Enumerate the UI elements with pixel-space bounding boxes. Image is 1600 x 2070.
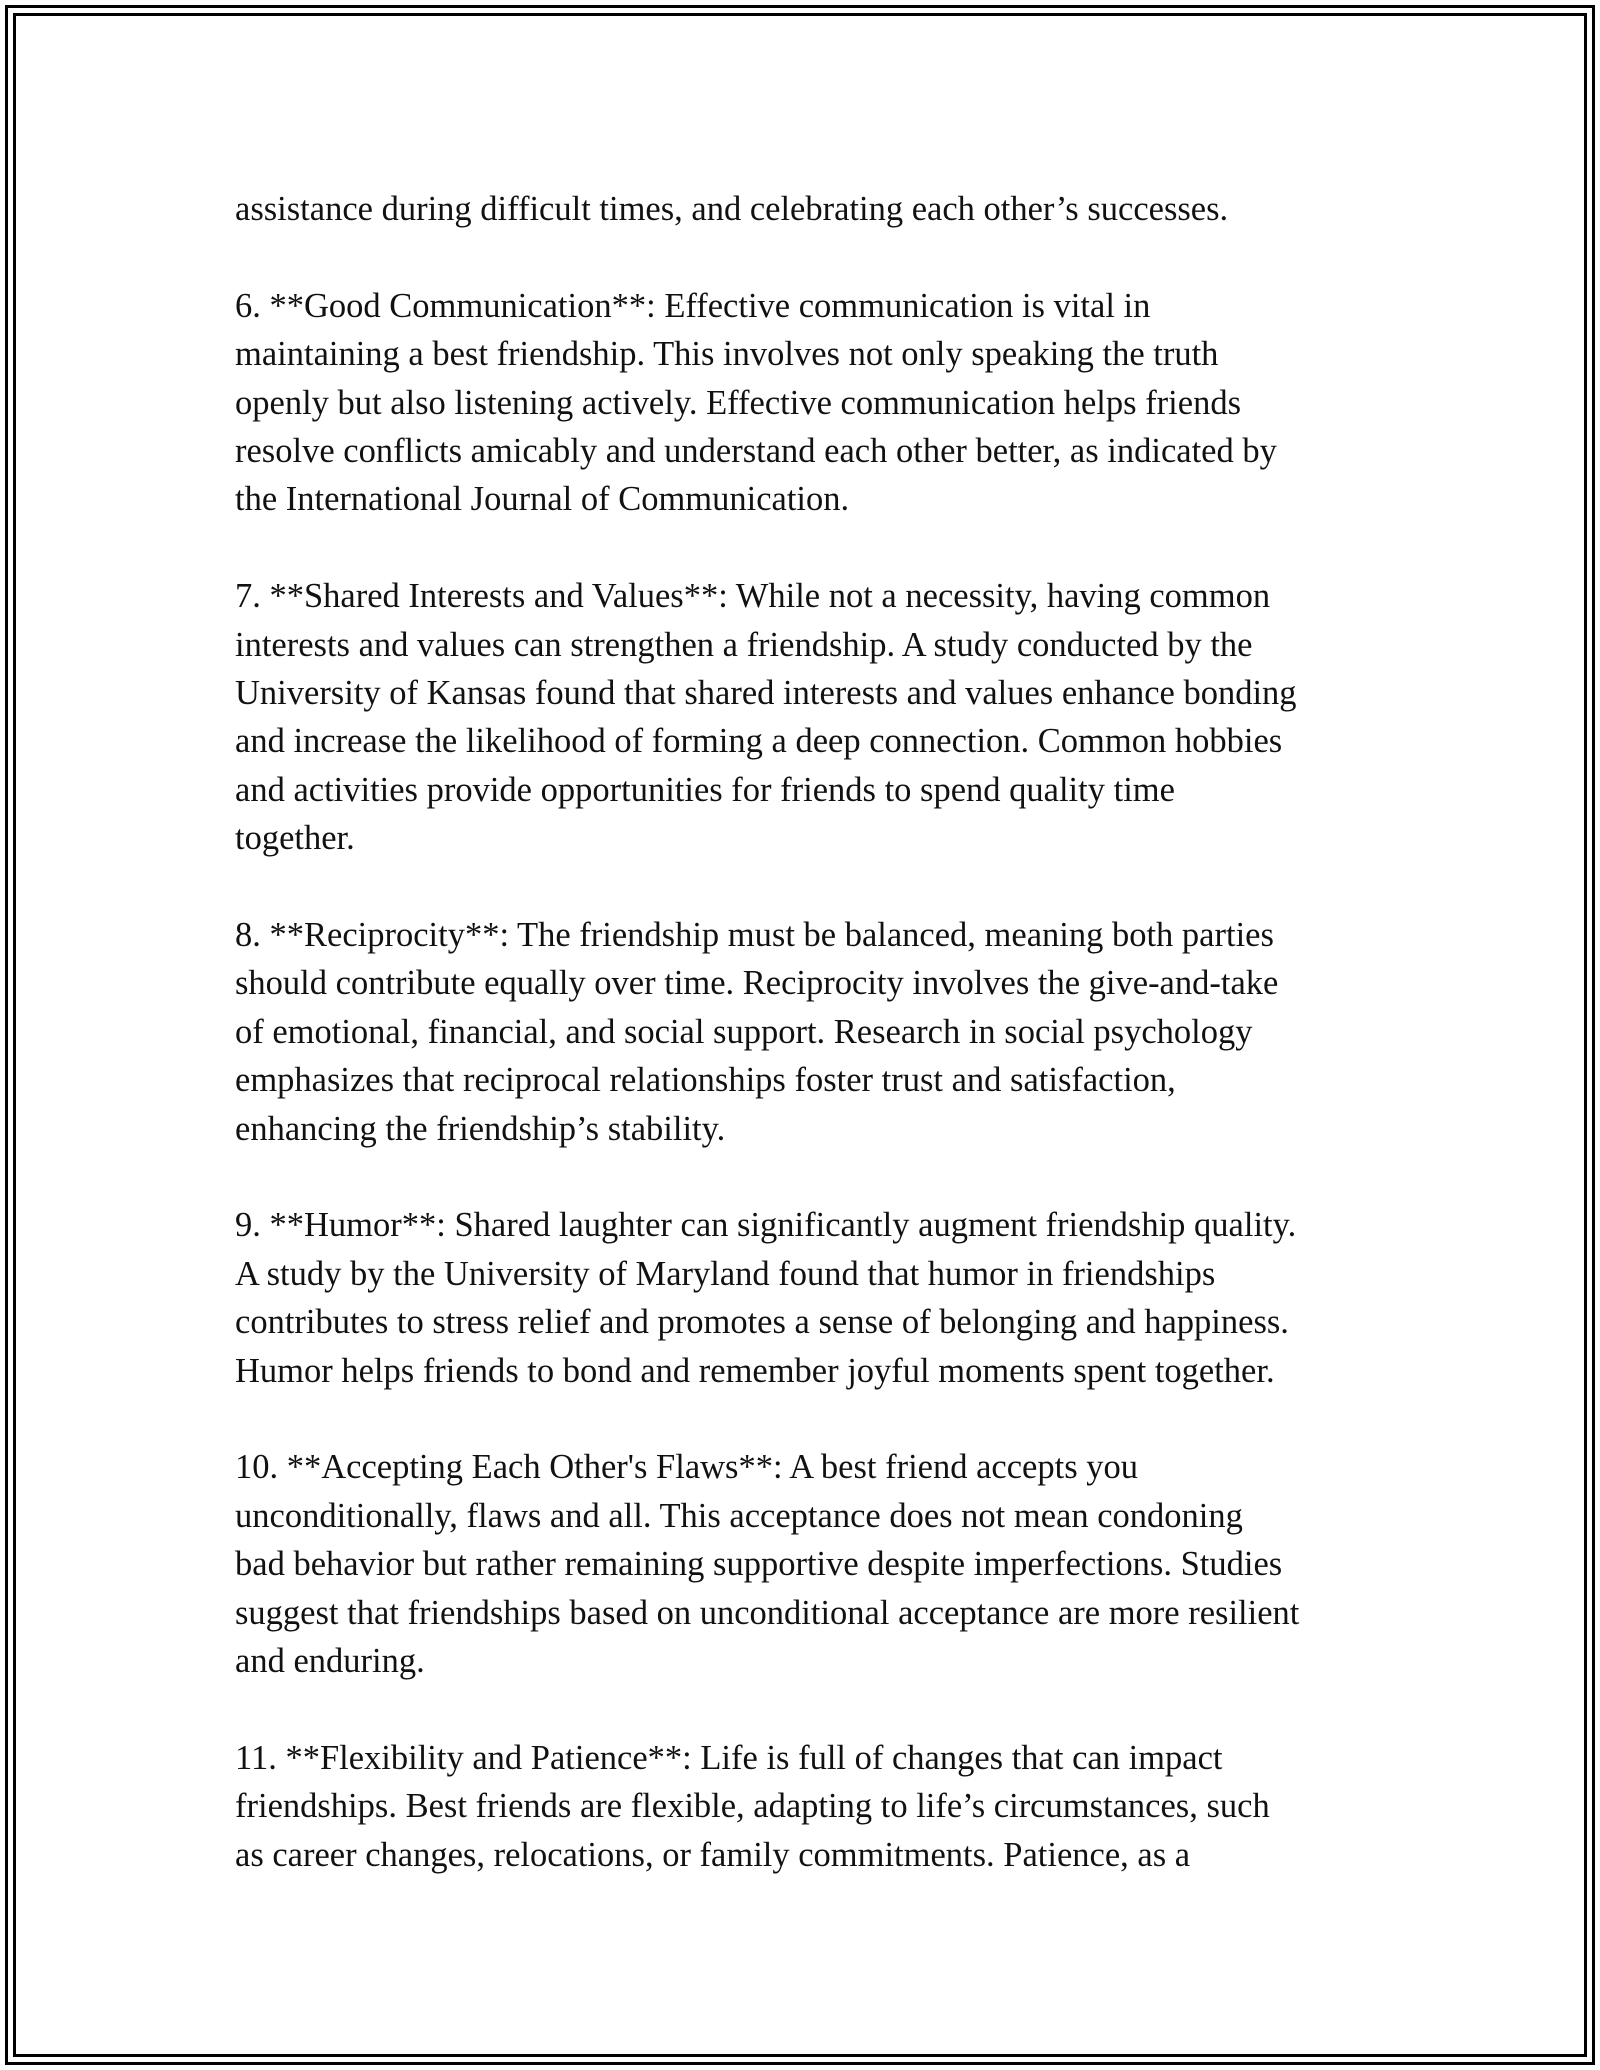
paragraph-flexibility-patience: 11. **Flexibility and Patience**: Life is full of changes that can impact friendships. Best friends are flexible, adapting to life’s circumstances, such as career changes, relocations, or family commitments. Patience, as a xyxy=(235,1738,1270,1874)
paragraph-humor: 9. **Humor**: Shared laughter can significantly augment friendship quality. A study by the University of Maryland found that humor in friendships contributes to stress relief and promotes a sense of belonging and happiness. Humor helps friends to bond and remember joyful moments spent together. xyxy=(235,1206,1297,1390)
paragraph-continuation: assistance during difficult times, and celebrating each other’s successes. xyxy=(235,190,1229,228)
paragraph-accepting-flaws: 10. **Accepting Each Other's Flaws**: A best friend accepts you unconditionally, flaws and all. This acceptance does not mean condoning bad behavior but rather remaining supportive despite imperfections. Studies suggest that friendships based on unconditional acceptance are more resilient and enduring. xyxy=(235,1448,1300,1681)
document-body xyxy=(235,185,1385,1928)
paragraph-good-communication: 6. **Good Communication**: Effective communication is vital in maintaining a best friendship. This involves not only speaking the truth openly but also listening actively. Effective communication helps friends resolve conflicts amicably and understand each other better, as indicated by the International Journal of Communication. xyxy=(235,286,1277,519)
paragraph-reciprocity: 8. **Reciprocity**: The friendship must be balanced, meaning both parties should contribute equally over time. Reciprocity involves the give-and-take of emotional, financial, and social support. Research in social psychology emphasizes that reciprocal relationships foster trust and satisfaction, enhancing the friendship’s stability. xyxy=(235,916,1279,1148)
paragraph-shared-interests: 7. **Shared Interests and Values**: While not a necessity, having common interests and values can strengthen a friendship. A study conducted by the University of Kansas found that shared interests and values enhance bonding and increase the likelihood of forming a deep connection. Common hobbies and activities provide opportunities for friends to spend quality time together. xyxy=(235,577,1297,858)
